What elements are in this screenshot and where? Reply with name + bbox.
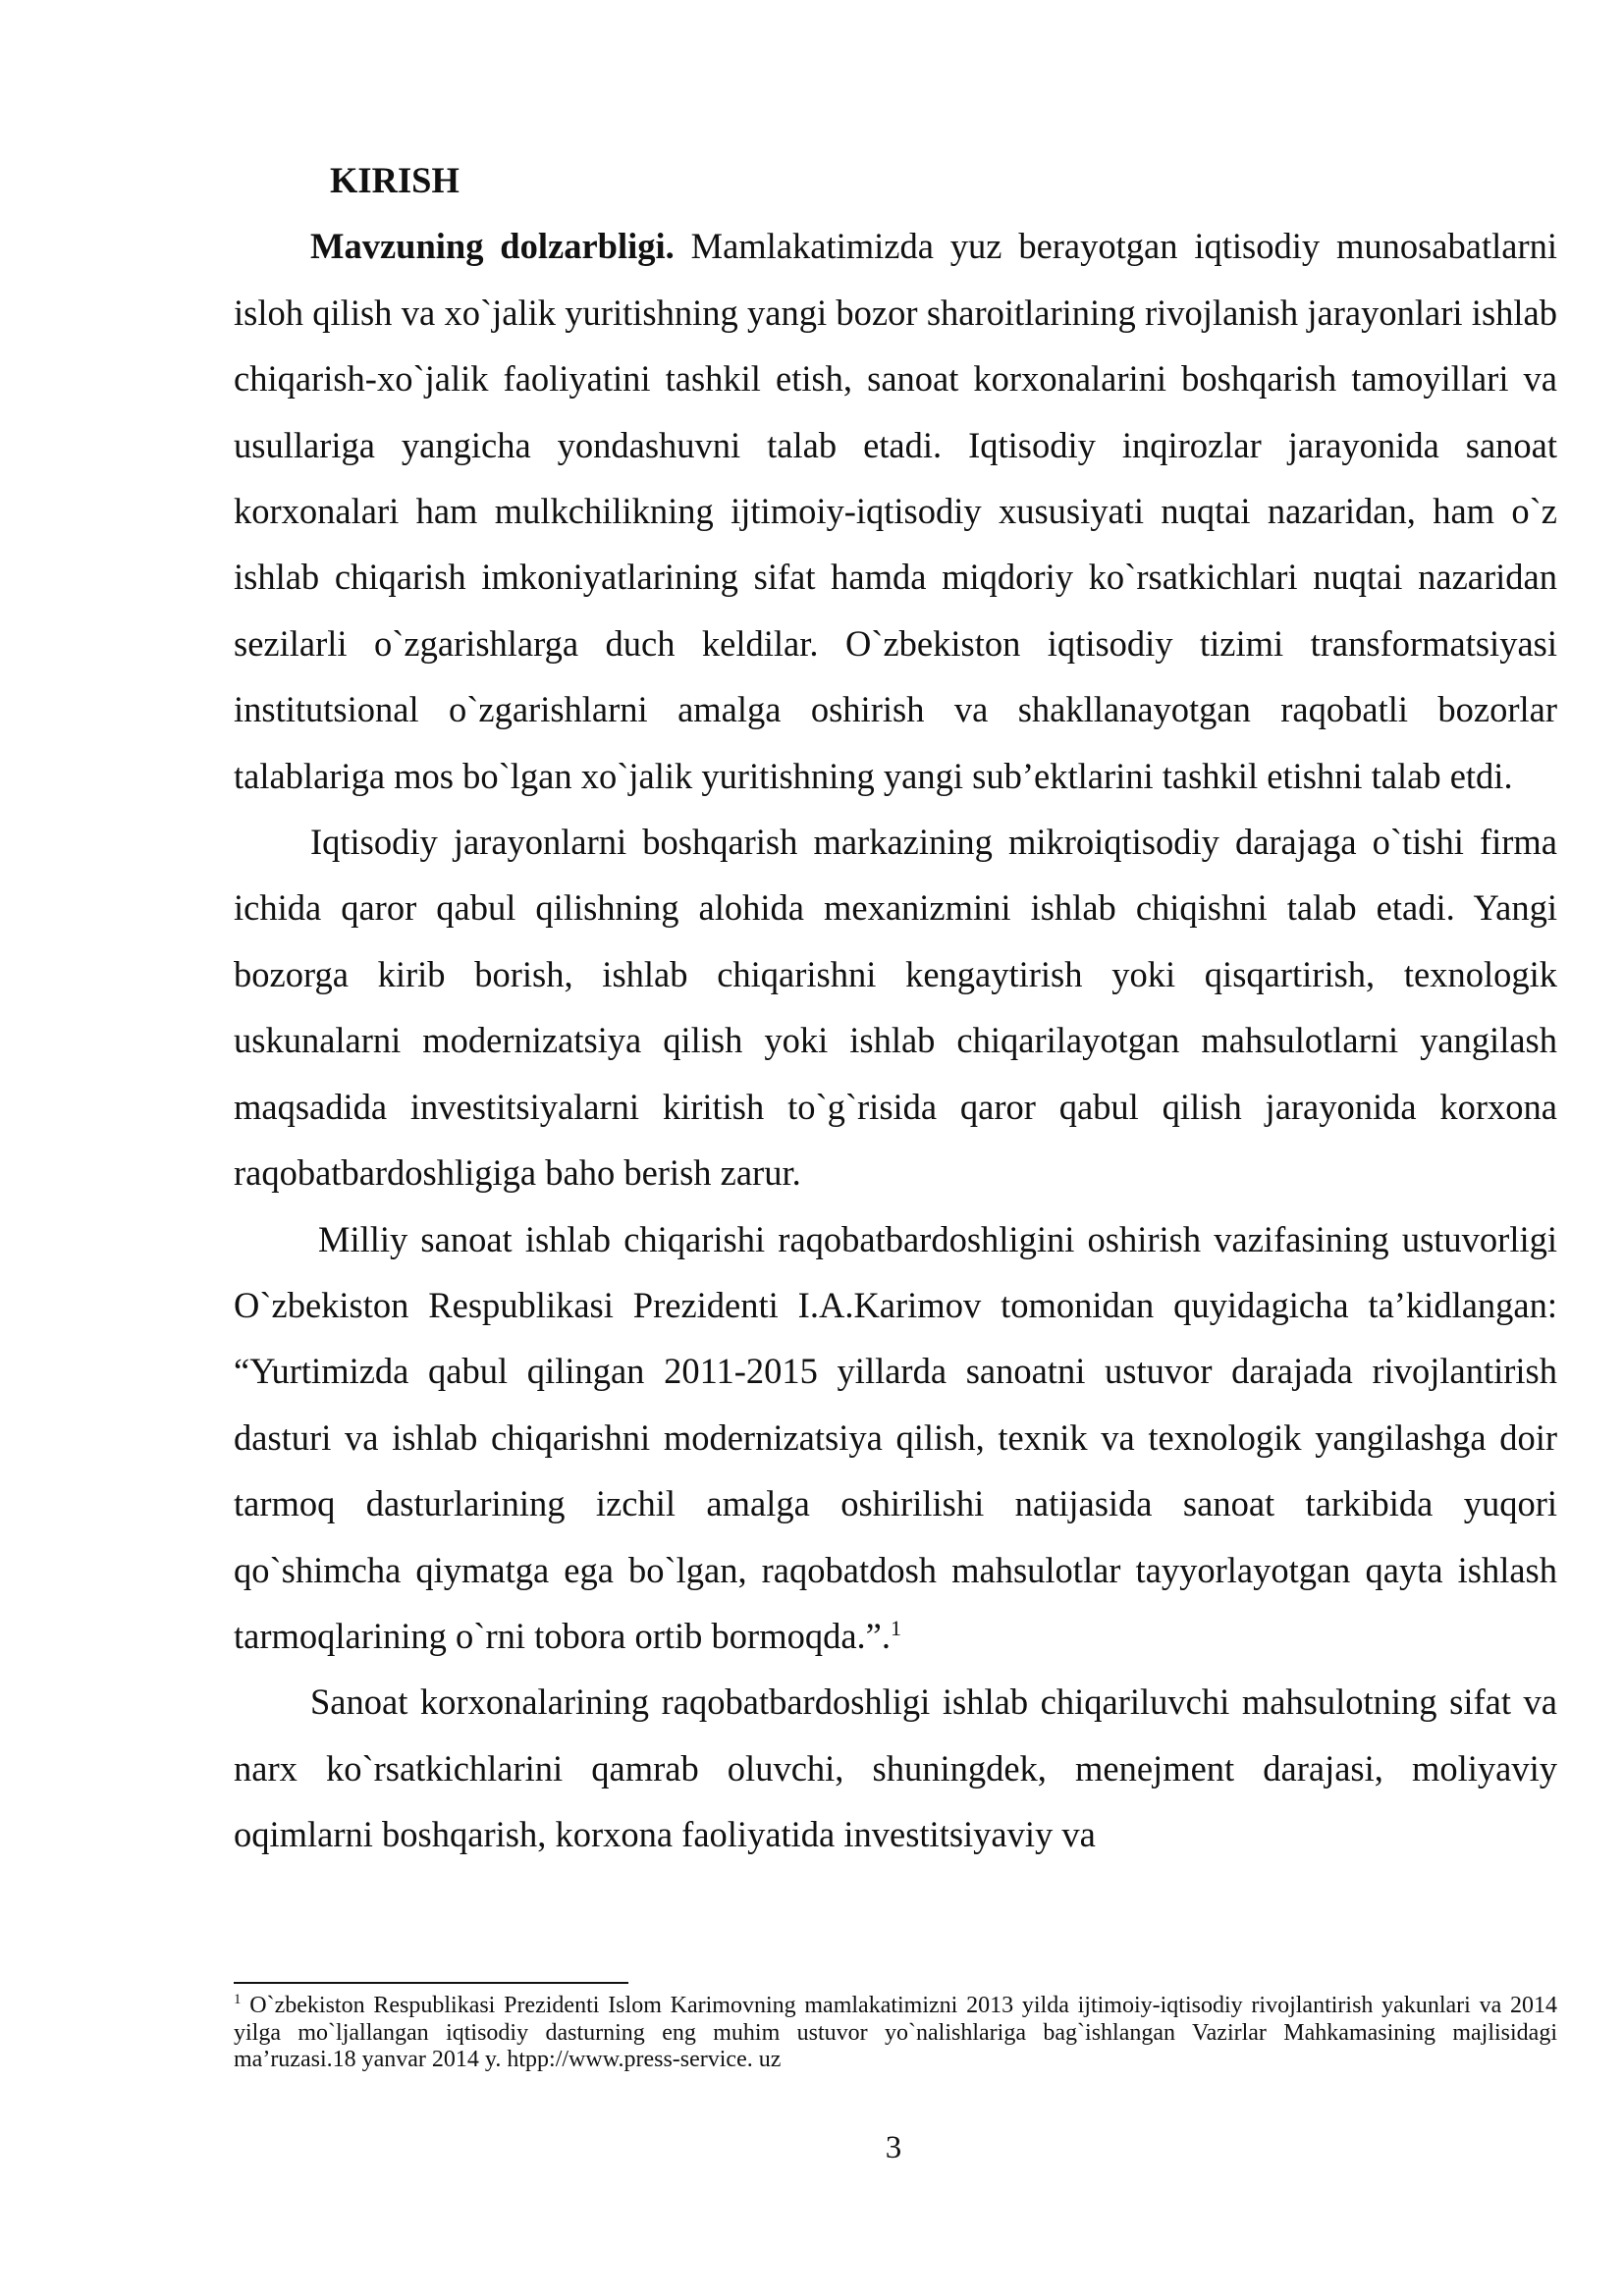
section-heading: KIRISH: [330, 160, 460, 200]
footnote: [234, 1993, 1557, 2074]
body-text: [234, 147, 1557, 1868]
paragraph-text: Milliy sanoat ishlab chiqarishi raqobatbardoshligini oshirish vazifasining ustuvorligi O`zbekiston Respublikasi Prezidenti I.A.Karimov tomonidan quyidagicha ta’kidlangan: “Yurtimizda qabul qilingan 2011-2015 yillarda sanoatni ustuvor darajada rivojlantirish dasturi va ishlab chiqarishni modernizatsiya qilish, texnik va texnologik yangilashga doir tarmoq dasturlarining izchil amalga oshirilishi natijasida sanoat tarkibida yuqori qo`shimcha qiymatga ega bo`lgan, raqobatdosh mahsulotlar tayyorlayotgan qayta ishlash tarmoqlarining o`rni tobora ortib bormoqda.”.: [234, 1218, 1557, 1656]
paragraph-text: Mamlakatimizda yuz berayotgan iqtisodiy munosabatlarni isloh qilish va xo`jalik yuritishning yangi bozor sharoitlarining rivojlanish jarayonlari ishlab chiqarish-xo`jalik faoliyatini tashkil etish, sanoat korxonalarini boshqarish tamoyillari va usullariga yangicha yondashuvni talab etadi. Iqtisodiy inqirozlar jarayonida sanoat korxonalari ham mulkchilikning ijtimoiy-iqtisodiy xususiyati nuqtai nazaridan, ham o`z ishlab chiqarish imkoniyatlarining sifat hamda miqdoriy ko`rsatkichlari nuqtai nazaridan sezilarli o`zgarishlarga duch keldilar. O`zbekiston iqtisodiy tizimi transformatsiyasi institutsional o`zgarishlarni amalga oshirish va shakllanayotgan raqobatli bozorlar talablariga mos bo`lgan xo`jalik yuritishning yangi sub’ektlarini tashkil etishni talab etdi.: [234, 226, 1557, 796]
footnote-text: O`zbekiston Respublikasi Prezidenti Islom Karimovning mamlakatimizni 2013 yilda ijtimoiy-iqtisodiy rivojlantirish yakunlari va 2014 yilga mo`ljallangan iqtisodiy dasturning eng muhim ustuvor yo`nalishlariga bag`ishlangan Vazirlar Mahkamasining majlisidagi ma’ruzasi.18 yanvar 2014 y. htpp://www.press-service. uz: [234, 1993, 1557, 2072]
footnote-reference[interactable]: 1: [891, 1615, 901, 1640]
paragraph-national-industry: [234, 1206, 1557, 1670]
page-number: 3: [885, 2130, 902, 2165]
paragraph-lead: Mavzuning dolzarbligi.: [310, 226, 675, 267]
footnote-marker: 1: [234, 1992, 242, 2007]
footnote-separator: [234, 1982, 628, 1984]
paragraph-competitiveness: Sanoat korxonalarining raqobatbardoshligi ishlab chiqariluvchi mahsulotning sifat va narx ko`rsatkichlarini qamrab oluvchi, shuningdek, menejment darajasi, moliyaviy oqimlarni boshqarish, korxona faoliyatida investitsiyaviy va: [234, 1682, 1557, 1855]
paragraph-relevance: [234, 213, 1557, 809]
paragraph-economic-processes: Iqtisodiy jarayonlarni boshqarish markazining mikroiqtisodiy darajaga o`tishi firma ichida qaror qabul qilishning alohida mexanizmini ishlab chiqishni talab etadi. Yangi bozorga kirib borish, ishlab chiqarishni kengaytirish yoki qisqartirish, texnologik uskunalarni modernizatsiya qilish yoki ishlab chiqarilayotgan mahsulotlarni yangilash maqsadida investitsiyalarni kiritish to`g`risida qaror qabul qilish jarayonida korxona raqobatbardoshligiga baho berish zarur.: [234, 822, 1557, 1194]
